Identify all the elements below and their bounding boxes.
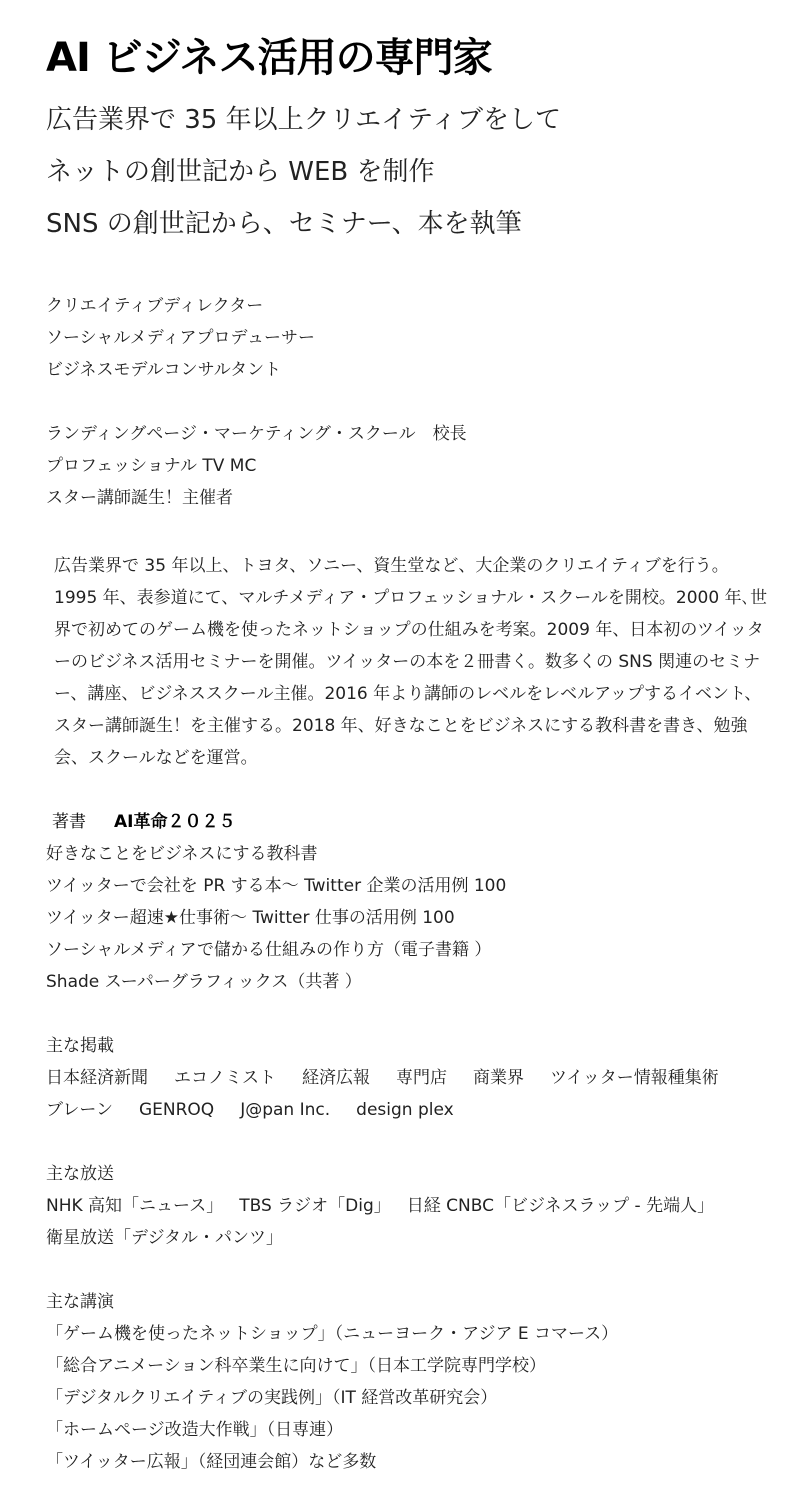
books-heading	[46, 806, 770, 838]
lecture-item: 「ホームページ改造大作戦」（日専連）	[46, 1420, 344, 1440]
role-item: ビジネスモデルコンサルタント	[46, 360, 282, 380]
broadcast-section	[46, 1158, 770, 1254]
media-heading: 主な掲載	[46, 1036, 114, 1056]
book-item: Shade スーパーグラフィックス（共著 ）	[46, 972, 362, 992]
media-section	[46, 1030, 770, 1126]
lecture-item: 「デジタルクリエイティブの実践例」（IT 経営改革研究会）	[46, 1388, 498, 1408]
lead-line: SNS の創世記から、セミナー、本を執筆	[46, 209, 522, 239]
positions-section	[46, 418, 770, 514]
media-item: エコノミスト	[174, 1068, 276, 1088]
book-item: ソーシャルメディアで儲かる仕組みの作り方（電子書籍 ）	[46, 940, 492, 960]
media-item: 商業界	[473, 1068, 524, 1088]
page-title: AI ビジネス活用の専門家	[46, 35, 492, 81]
media-item: 専門店	[396, 1068, 447, 1088]
broadcast-item: NHK 高知「ニュース」	[46, 1196, 224, 1216]
broadcast-item: 日経 CNBC「ビジネスラップ - 先端人」	[406, 1196, 715, 1216]
book-item: 好きなことをビジネスにする教科書	[46, 844, 318, 864]
lead-line: 広告業界で 35 年以上クリエイティブをして	[46, 105, 562, 135]
lecture-item: 「ゲーム機を使ったネットショップ」（ニューヨーク・アジア E コマース）	[46, 1324, 619, 1344]
media-row	[46, 1062, 770, 1094]
role-item: クリエイティブディレクター	[46, 296, 264, 316]
bio-section	[46, 550, 770, 774]
position-item: プロフェッショナル TV MC	[46, 456, 257, 476]
book-item: ツイッター超速★仕事術～ Twitter 仕事の活用例 100	[46, 908, 455, 928]
broadcast-item: TBS ラジオ「Dig」	[239, 1196, 391, 1216]
position-item: スター講師誕生！主催者	[46, 488, 233, 508]
lecture-item: 「ツイッター広報」（経団連会館）など多数	[46, 1452, 377, 1472]
bio-paragraph: 広告業界で 35 年以上、トヨタ、ソニー、資生堂など、大企業のクリエイティブを行う。1995 年、表参道にて、マルチメディア・プロフェッショナル・スクールを開校。2000 年､世界で初めてのゲーム機を使ったネットショップの仕組みを考案。2009 年、日本初のツイッターのビジネス活用セミナーを開催。ツイッターの本を２冊書く。数多くの SNS 関連のセミナー、講座、ビジネススクール主催。2016 年より講師のレベルをレベルアップするイベント、スター講師誕生！を主催する。2018 年、好きなことをビジネスにする教科書を書き、勉強会、スクールなどを運営。	[54, 556, 768, 768]
lecture-item: 「総合アニメーション科卒業生に向けて」（日本工学院専門学校）	[46, 1356, 546, 1376]
books-label: 著書	[52, 812, 86, 832]
media-item: J@pan Inc.	[240, 1100, 331, 1120]
media-row	[46, 1094, 770, 1126]
media-item: GENROQ	[138, 1100, 215, 1120]
media-item: ブレーン	[46, 1100, 113, 1120]
latest-book-title: AI革命２０２５	[114, 812, 236, 832]
lead-section	[46, 94, 770, 250]
lectures-section	[46, 1286, 770, 1478]
media-item: 経済広報	[302, 1068, 370, 1088]
lead-line: ネットの創世記から WEB を制作	[46, 157, 435, 187]
broadcast-item: 衛星放送「デジタル・パンツ」	[46, 1228, 283, 1248]
position-item: ランディングページ・マーケティング・スクール 校長	[46, 424, 467, 444]
book-item: ツイッターで会社を PR する本～ Twitter 企業の活用例 100	[46, 876, 507, 896]
books-section	[46, 806, 770, 998]
media-item: ツイッター情報種集術	[550, 1068, 719, 1088]
role-item: ソーシャルメディアプロデューサー	[46, 328, 315, 348]
broadcast-row	[46, 1190, 770, 1222]
media-item: 日本経済新聞	[46, 1068, 148, 1088]
roles-section	[46, 290, 770, 386]
media-item: design plex	[356, 1100, 454, 1120]
lectures-heading: 主な講演	[46, 1292, 114, 1312]
broadcast-heading: 主な放送	[46, 1164, 114, 1184]
